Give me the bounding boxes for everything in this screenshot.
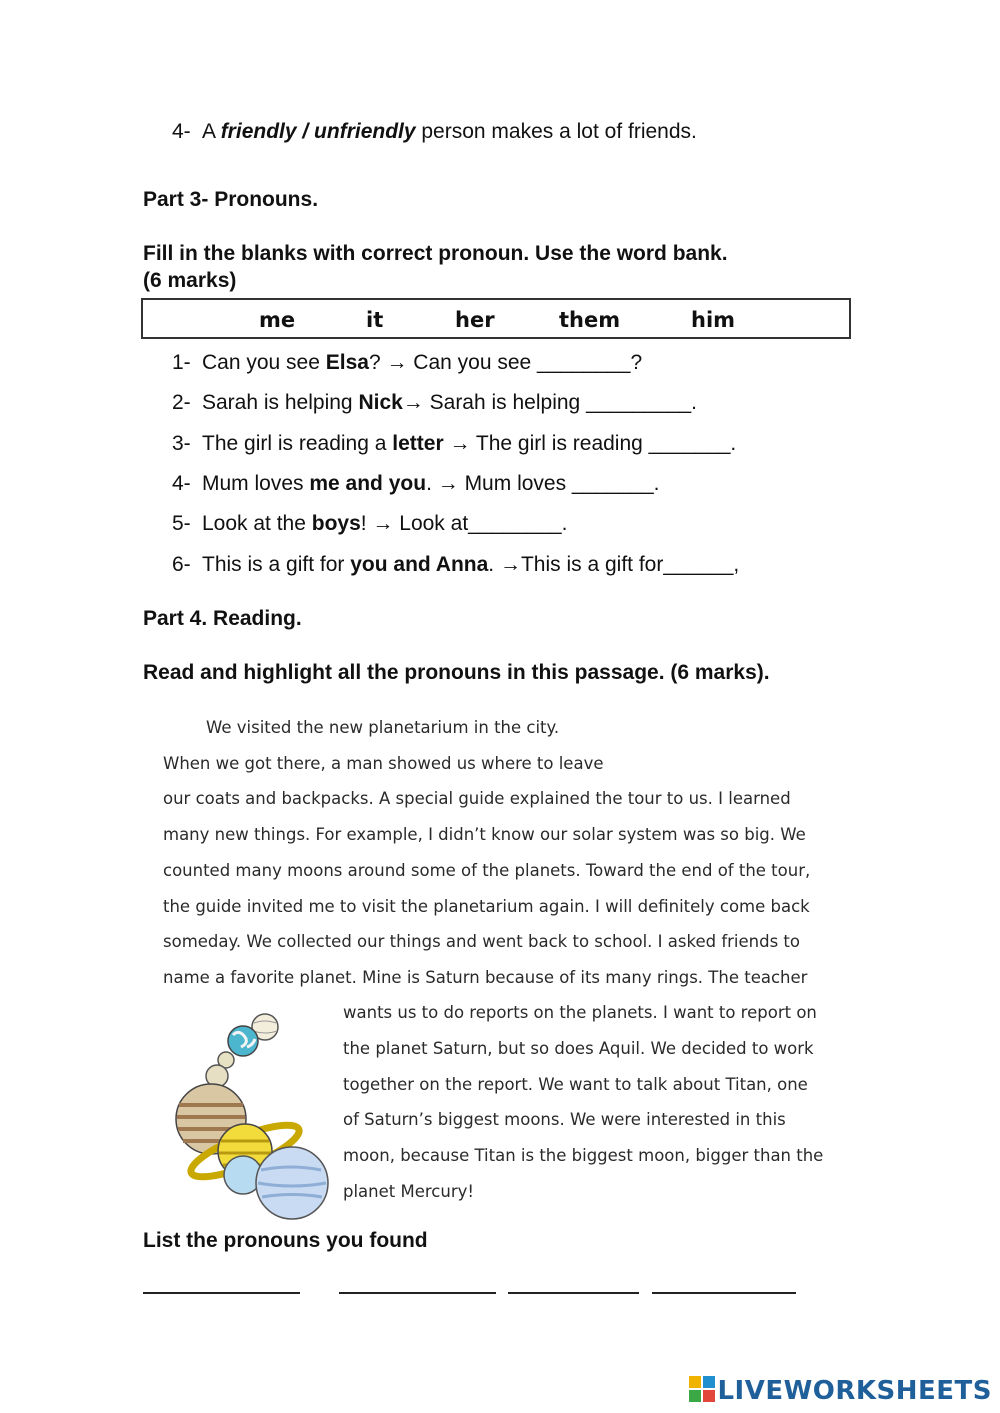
part3-instruction: Fill in the blanks with correct pronoun. Use the word bank. <box>143 242 728 265</box>
answer-line[interactable] <box>143 1292 300 1294</box>
pronoun-question: 1- Can you see Elsa? → Can you see ________? <box>172 351 643 374</box>
pronoun-question: 3- The girl is reading a letter → The girl is reading _______. <box>172 432 737 455</box>
word-bank-item: me <box>259 308 296 332</box>
passage-line[interactable]: counted many moons around some of the planets. Toward the end of the tour, <box>163 861 811 880</box>
part4-instruction: Read and highlight all the pronouns in this passage. (6 marks). <box>143 661 770 684</box>
passage-line[interactable]: together on the report. We want to talk about Titan, one <box>343 1075 808 1094</box>
passage-line[interactable]: many new things. For example, I didn’t know our solar system was so big. We <box>163 825 806 844</box>
word-bank-item: it <box>366 308 384 332</box>
part3-title: Part 3- Pronouns. <box>143 188 319 211</box>
passage-line[interactable]: name a favorite planet. Mine is Saturn because of its many rings. The teacher <box>163 968 808 987</box>
part2-item-4: 4- A friendly / unfriendly person makes a lot of friends. <box>172 120 697 143</box>
passage-line[interactable]: the planet Saturn, but so does Aquil. We decided to work <box>343 1039 814 1058</box>
answer-blank[interactable]: ! → Look at________. <box>360 512 568 535</box>
passage-line[interactable]: of Saturn’s biggest moons. We were interested in this <box>343 1110 786 1129</box>
liveworksheets-logo: LIVEWORKSHEETS <box>689 1376 992 1406</box>
passage-line[interactable]: the guide invited me to visit the planetarium again. I will definitely come back <box>163 897 810 916</box>
answer-blank[interactable]: . →This is a gift for______, <box>488 553 740 576</box>
passage-line[interactable]: our coats and backpacks. A special guide explained the tour to us. I learned <box>163 789 791 808</box>
answer-blank[interactable]: . → Mum loves _______. <box>426 472 660 495</box>
answer-line[interactable] <box>652 1292 796 1294</box>
passage-line[interactable]: When we got there, a man showed us where to leave <box>163 754 604 773</box>
pronoun-question: 6- This is a gift for you and Anna. →This is a gift for______, <box>172 553 740 576</box>
word-bank <box>141 298 851 339</box>
answer-line[interactable] <box>339 1292 496 1294</box>
word-choice[interactable]: friendly / unfriendly <box>220 120 416 143</box>
passage-line[interactable]: moon, because Titan is the biggest moon, bigger than the <box>343 1146 824 1165</box>
passage-line[interactable]: someday. We collected our things and went back to school. I asked friends to <box>163 932 800 951</box>
passage-line[interactable]: wants us to do reports on the planets. I want to report on <box>343 1003 817 1022</box>
passage-line[interactable]: We visited the new planetarium in the city. <box>206 718 560 737</box>
word-bank-item: her <box>455 308 495 332</box>
planets-illustration <box>165 1005 335 1225</box>
part4-title: Part 4. Reading. <box>143 607 302 630</box>
list-prompt: List the pronouns you found <box>143 1229 428 1252</box>
pronoun-question: 4- Mum loves me and you. → Mum loves _______. <box>172 472 660 495</box>
pronoun-question: 2- Sarah is helping Nick→ Sarah is helping _________. <box>172 391 698 414</box>
pronoun-question: 5- Look at the boys! → Look at________. <box>172 512 568 535</box>
logo-icon <box>689 1376 715 1402</box>
answer-blank[interactable]: ? → Can you see ________? <box>368 351 643 374</box>
answer-blank[interactable]: → The girl is reading _______. <box>443 432 737 455</box>
answer-blank[interactable]: → Sarah is helping _________. <box>402 391 698 414</box>
answer-line[interactable] <box>508 1292 639 1294</box>
passage-line[interactable]: planet Mercury! <box>343 1182 474 1201</box>
part3-marks: (6 marks) <box>143 269 237 292</box>
word-bank-item: them <box>559 308 621 332</box>
word-bank-item: him <box>691 308 736 332</box>
